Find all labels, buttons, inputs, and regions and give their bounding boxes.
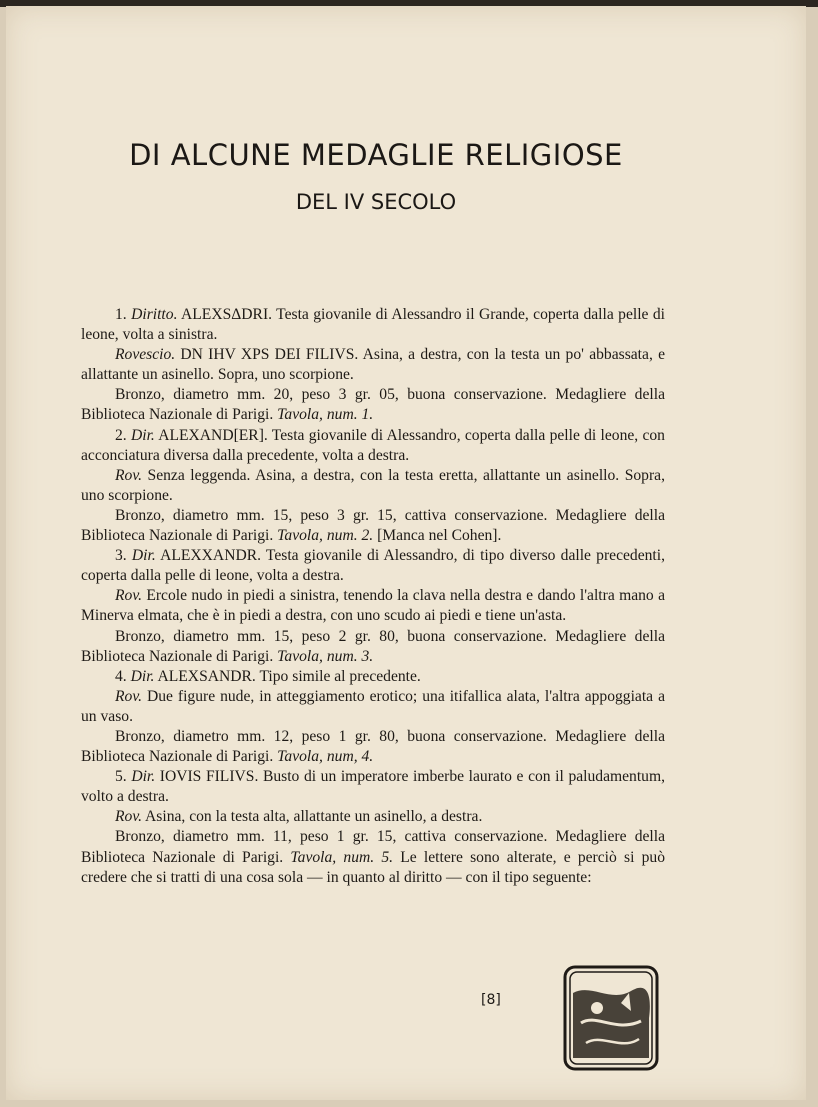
page-subtitle: DEL IV SECOLO	[295, 190, 457, 214]
paragraph-label: Rov.	[115, 687, 142, 705]
page-number: [8]	[481, 992, 501, 1008]
paragraph-10	[81, 667, 665, 687]
page-title: DI ALCUNE MEDAGLIE RELIGIOSE	[129, 138, 623, 172]
paragraph-text: Senza leggenda. Asina, a destra, con la testa eretta, allattante un asinello. Sopra, uno scorpione.	[81, 466, 665, 504]
paragraph-9	[81, 627, 665, 667]
paragraph-text: Asina, con la testa alta, allattante un asinello, a destra.	[145, 808, 483, 826]
paragraph-text: ALEXAND[ER]. Testa giovanile di Alessandro, coperta dalla pelle di leone, con acconciatura diversa dalla precedente, volta a destra.	[81, 426, 665, 464]
bilychnis-seal-logo	[561, 963, 661, 1073]
item-number: 5.	[115, 768, 127, 786]
paragraph-text: Due figure nude, in atteggiamento erotico; una itifallica alata, l'altra appoggiata a un vaso.	[81, 687, 665, 725]
paragraph-label: Dir.	[131, 547, 156, 565]
paragraph-text: Ercole nudo in piedi a sinistra, tenendo la clava nella destra e dando l'altra mano a Minerva elmata, che è in piedi a destra, con uno scudo ai piedi e tiene un'asta.	[81, 587, 665, 625]
plate-reference: Tavola, num. 2.	[277, 527, 374, 545]
paragraph-text: Bronzo, diametro mm. 15, peso 2 gr. 80, buona conservazione. Medagliere della Biblioteca Nazionale di Parigi.	[81, 627, 665, 665]
item-number: 2.	[115, 426, 127, 444]
paragraph-text: Bronzo, diametro mm. 11, peso 1 gr. 15, cattiva conservazione. Medagliere della Biblioteca Nazionale di Parigi.	[81, 828, 665, 866]
item-number: 1.	[115, 306, 127, 323]
item-number: 4.	[115, 667, 127, 685]
paragraph-label: Dir.	[131, 768, 156, 786]
plate-reference: Tavola, num. 3.	[277, 647, 374, 665]
paragraph-14	[81, 807, 665, 827]
paragraph-text: IOVIS FILIVS. Busto di un imperatore imberbe laurato e con il paludamentum, volto a destra.	[81, 768, 666, 806]
paragraph-text: Bronzo, diametro mm. 12, peso 1 gr. 80, buona conservazione. Medagliere della Biblioteca Nazionale di Parigi.	[81, 727, 665, 766]
paragraph-label: Rov.	[115, 808, 142, 826]
item-number: 3.	[115, 547, 127, 565]
paragraph-text: Bronzo, diametro mm. 15, peso 3 gr. 15, cattiva conservazione. Medagliere della Biblioteca Nazionale di Parigi.	[81, 506, 665, 545]
plate-reference: Tavola, num. 1.	[277, 406, 374, 424]
paragraph-text: DN IHV XPS DEI FILIVS. Asina, a destra, con la testa un po' abbassata, e allattante un asinello. Sopra, uno scorpione.	[81, 346, 665, 384]
plate-reference: Tavola, num, 4.	[277, 748, 374, 766]
paragraph-text: ALEXXANDR. Testa giovanile di Alessandro, di tipo diverso dalle precedenti, coperta dalla pelle di leone, volta a destra.	[81, 547, 665, 585]
paragraph-12	[81, 727, 665, 767]
paragraph-label: Dir.	[130, 667, 155, 685]
paragraph-4	[81, 426, 665, 466]
paragraph-8	[81, 586, 665, 626]
book-page	[6, 6, 806, 1100]
paragraph-13	[81, 767, 665, 807]
paragraph-label: Rovescio.	[115, 346, 176, 364]
paragraph-11	[81, 687, 665, 727]
paragraph-label: Diritto.	[131, 306, 178, 323]
paragraph-2	[81, 345, 665, 385]
paragraph-7	[81, 546, 665, 586]
paragraph-3	[81, 385, 665, 425]
paragraph-text: ALEXSANDR. Tipo simile al precedente.	[157, 667, 421, 685]
paragraph-text: ALEXSΔDRI. Testa giovanile di Alessandro il Grande, coperta dalla pelle di leone, volta a sinistra.	[81, 306, 665, 344]
paragraph-label: Rov.	[115, 587, 142, 605]
paragraph-1	[81, 305, 665, 345]
paragraph-tail: [Manca nel Cohen].	[377, 527, 502, 545]
paragraph-label: Rov.	[115, 466, 142, 484]
paragraph-label: Dir.	[130, 426, 155, 444]
paragraph-tail: Le lettere sono alterate, e perciò si può credere che si tratti di una cosa sola — in quanto al diritto — con il tipo seguente:	[81, 848, 666, 886]
plate-reference: Tavola, num. 5.	[290, 848, 394, 866]
paragraph-5	[81, 466, 665, 506]
paragraph-15	[81, 827, 665, 887]
paragraph-text: Bronzo, diametro mm. 20, peso 3 gr. 05, buona conservazione. Medagliere della Biblioteca Nazionale di Parigi.	[81, 386, 665, 424]
paragraph-6	[81, 506, 665, 546]
body-text	[81, 305, 665, 888]
